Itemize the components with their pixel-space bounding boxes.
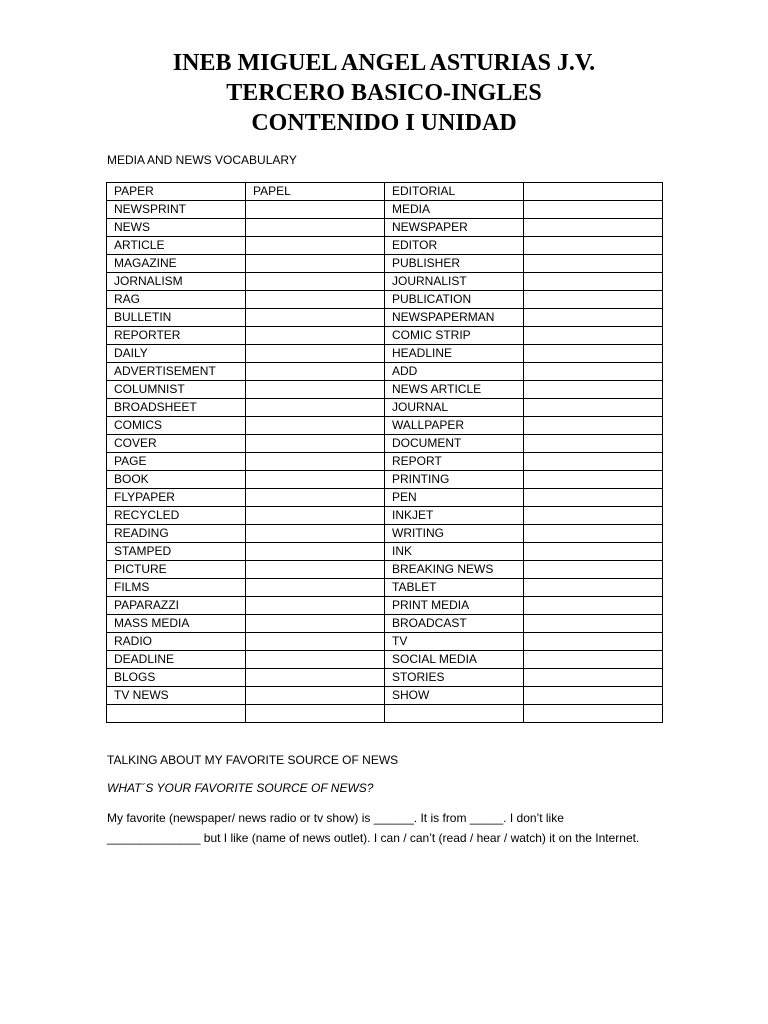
vocabulary-table xyxy=(106,182,663,723)
term-cell: ARTICLE xyxy=(107,237,246,255)
course-name: TERCERO BASICO-INGLES xyxy=(226,80,542,106)
translation-cell xyxy=(524,651,663,669)
term-cell: EDITORIAL xyxy=(385,183,524,201)
translation-cell: PAPEL xyxy=(246,183,385,201)
translation-cell xyxy=(524,489,663,507)
translation-cell xyxy=(524,291,663,309)
translation-cell xyxy=(246,651,385,669)
translation-cell xyxy=(246,417,385,435)
translation-cell xyxy=(524,417,663,435)
translation-cell xyxy=(246,435,385,453)
term-cell: COVER xyxy=(107,435,246,453)
translation-cell xyxy=(246,381,385,399)
term-cell: STAMPED xyxy=(107,543,246,561)
term-cell: COMIC STRIP xyxy=(385,327,524,345)
term-cell: FILMS xyxy=(107,579,246,597)
term-cell: BLOGS xyxy=(107,669,246,687)
translation-cell xyxy=(524,363,663,381)
term-cell: BULLETIN xyxy=(107,309,246,327)
translation-cell xyxy=(524,255,663,273)
translation-cell xyxy=(524,453,663,471)
table-row xyxy=(107,453,663,471)
table-row xyxy=(107,561,663,579)
translation-cell xyxy=(246,309,385,327)
term-cell: JOURNALIST xyxy=(385,273,524,291)
term-cell: ADVERTISEMENT xyxy=(107,363,246,381)
table-row xyxy=(107,489,663,507)
term-cell: DEADLINE xyxy=(107,651,246,669)
table-row xyxy=(107,597,663,615)
document-header xyxy=(0,48,768,138)
translation-cell xyxy=(524,633,663,651)
unit-title: CONTENIDO I UNIDAD xyxy=(251,110,517,136)
table-row xyxy=(107,705,663,723)
term-cell: PEN xyxy=(385,489,524,507)
term-cell: DOCUMENT xyxy=(385,435,524,453)
translation-cell xyxy=(524,471,663,489)
translation-cell xyxy=(524,561,663,579)
translation-cell xyxy=(246,219,385,237)
term-cell: PAPER xyxy=(107,183,246,201)
term-cell: BROADCAST xyxy=(385,615,524,633)
term-cell: NEWSPRINT xyxy=(107,201,246,219)
table-row xyxy=(107,651,663,669)
term-cell: INKJET xyxy=(385,507,524,525)
term-cell: PRINTING xyxy=(385,471,524,489)
translation-cell xyxy=(246,633,385,651)
term-cell: COMICS xyxy=(107,417,246,435)
table-row xyxy=(107,579,663,597)
translation-cell xyxy=(246,489,385,507)
translation-cell xyxy=(524,615,663,633)
term-cell: PRINT MEDIA xyxy=(385,597,524,615)
translation-cell xyxy=(246,579,385,597)
fill-in-paragraph: My favorite (newspaper/ news radio or tv show) is ______. It is from _____. I don’t like ______________ but I like (name of news outlet). I can / can’t (read / hear / watch) it on the Internet. xyxy=(107,811,640,845)
table-row xyxy=(107,417,663,435)
term-cell: WRITING xyxy=(385,525,524,543)
term-cell: PAGE xyxy=(107,453,246,471)
table-row xyxy=(107,543,663,561)
table-row xyxy=(107,687,663,705)
translation-cell xyxy=(524,525,663,543)
term-cell: NEWS ARTICLE xyxy=(385,381,524,399)
table-row xyxy=(107,633,663,651)
table-row xyxy=(107,273,663,291)
school-name: INEB MIGUEL ANGEL ASTURIAS J.V. xyxy=(172,50,596,76)
term-cell: TABLET xyxy=(385,579,524,597)
table-row xyxy=(107,525,663,543)
translation-cell xyxy=(524,687,663,705)
term-cell: EDITOR xyxy=(385,237,524,255)
term-cell: RADIO xyxy=(107,633,246,651)
term-cell: HEADLINE xyxy=(385,345,524,363)
term-cell: SHOW xyxy=(385,687,524,705)
table-row xyxy=(107,291,663,309)
term-cell: RAG xyxy=(107,291,246,309)
table-row xyxy=(107,183,663,201)
translation-cell xyxy=(246,561,385,579)
table-row xyxy=(107,327,663,345)
term-cell: PUBLICATION xyxy=(385,291,524,309)
translation-cell xyxy=(246,471,385,489)
table-row xyxy=(107,345,663,363)
term-cell xyxy=(385,705,524,723)
translation-cell xyxy=(246,273,385,291)
term-cell: NEWSPAPERMAN xyxy=(385,309,524,327)
translation-cell xyxy=(246,669,385,687)
table-row xyxy=(107,219,663,237)
term-cell: PUBLISHER xyxy=(385,255,524,273)
translation-cell xyxy=(246,597,385,615)
translation-cell xyxy=(524,543,663,561)
translation-cell xyxy=(246,345,385,363)
term-cell: JOURNAL xyxy=(385,399,524,417)
translation-cell xyxy=(524,309,663,327)
term-cell: READING xyxy=(107,525,246,543)
term-cell: BREAKING NEWS xyxy=(385,561,524,579)
term-cell: FLYPAPER xyxy=(107,489,246,507)
term-cell: REPORTER xyxy=(107,327,246,345)
translation-cell xyxy=(524,705,663,723)
term-cell: TV NEWS xyxy=(107,687,246,705)
translation-cell xyxy=(524,273,663,291)
term-cell: ADD xyxy=(385,363,524,381)
translation-cell xyxy=(246,453,385,471)
table-row xyxy=(107,309,663,327)
translation-cell xyxy=(524,435,663,453)
translation-cell xyxy=(524,219,663,237)
translation-cell xyxy=(246,255,385,273)
term-cell xyxy=(107,705,246,723)
term-cell: PICTURE xyxy=(107,561,246,579)
translation-cell xyxy=(524,597,663,615)
term-cell: MEDIA xyxy=(385,201,524,219)
translation-cell xyxy=(246,543,385,561)
translation-cell xyxy=(524,327,663,345)
table-row xyxy=(107,255,663,273)
translation-cell xyxy=(524,201,663,219)
translation-cell xyxy=(524,237,663,255)
table-row xyxy=(107,471,663,489)
table-row xyxy=(107,381,663,399)
favorite-source-heading: TALKING ABOUT MY FAVORITE SOURCE OF NEWS xyxy=(107,753,399,767)
table-row xyxy=(107,669,663,687)
translation-cell xyxy=(246,363,385,381)
term-cell: MAGAZINE xyxy=(107,255,246,273)
translation-cell xyxy=(524,579,663,597)
term-cell: BOOK xyxy=(107,471,246,489)
term-cell: TV xyxy=(385,633,524,651)
term-cell: MASS MEDIA xyxy=(107,615,246,633)
term-cell: DAILY xyxy=(107,345,246,363)
vocabulary-table-body xyxy=(107,183,663,723)
translation-cell xyxy=(246,291,385,309)
term-cell: PAPARAZZI xyxy=(107,597,246,615)
term-cell: BROADSHEET xyxy=(107,399,246,417)
vocabulary-heading: MEDIA AND NEWS VOCABULARY xyxy=(107,153,297,167)
translation-cell xyxy=(246,615,385,633)
translation-cell xyxy=(246,201,385,219)
table-row xyxy=(107,615,663,633)
term-cell: INK xyxy=(385,543,524,561)
translation-cell xyxy=(524,399,663,417)
term-cell: SOCIAL MEDIA xyxy=(385,651,524,669)
translation-cell xyxy=(246,237,385,255)
translation-cell xyxy=(524,381,663,399)
term-cell: NEWS xyxy=(107,219,246,237)
translation-cell xyxy=(246,525,385,543)
term-cell: NEWSPAPER xyxy=(385,219,524,237)
table-row xyxy=(107,363,663,381)
translation-cell xyxy=(246,507,385,525)
translation-cell xyxy=(246,327,385,345)
term-cell: RECYCLED xyxy=(107,507,246,525)
table-row xyxy=(107,399,663,417)
translation-cell xyxy=(246,687,385,705)
term-cell: REPORT xyxy=(385,453,524,471)
translation-cell xyxy=(246,399,385,417)
table-row xyxy=(107,507,663,525)
term-cell: WALLPAPER xyxy=(385,417,524,435)
table-row xyxy=(107,237,663,255)
table-row xyxy=(107,201,663,219)
translation-cell xyxy=(524,183,663,201)
translation-cell xyxy=(524,345,663,363)
translation-cell xyxy=(524,507,663,525)
table-row xyxy=(107,435,663,453)
term-cell: STORIES xyxy=(385,669,524,687)
term-cell: JORNALISM xyxy=(107,273,246,291)
favorite-source-question: WHAT´S YOUR FAVORITE SOURCE OF NEWS? xyxy=(107,781,374,795)
term-cell: COLUMNIST xyxy=(107,381,246,399)
translation-cell xyxy=(524,669,663,687)
translation-cell xyxy=(246,705,385,723)
